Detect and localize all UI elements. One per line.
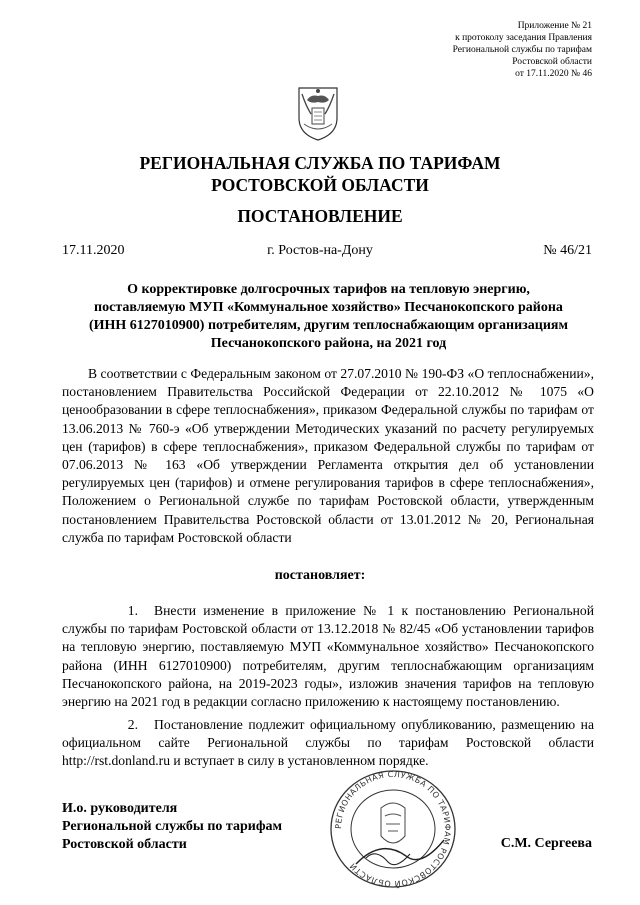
organization-name-line: РЕГИОНАЛЬНАЯ СЛУЖБА ПО ТАРИФАМ [139, 153, 501, 173]
decree-item-number: 1. [127, 603, 138, 618]
preamble-paragraph: В соответствии с Федеральным законом от 27.07.2010 № 190-ФЗ «О теплоснабжении», постановлением Правительства Российской Федерации от 22.10.2012 № 1075 «О ценообразовании в сфере теплоснабжения», приказом Федеральной службы по тарифам от 13.06.2013 № 760-э «Об утверждении Методических указаний по расчету регулируемых цен (тарифов) в сфере теплоснабжения», приказом Федеральной службы по тарифам от 07.06.2013 № 163 «Об утверждении Регламента открытия дел об установлении регулируемых цен (тарифов) и отмене регулирования тарифов в сфере теплоснабжения», Положением о Региональной службе по тарифам Ростовской области, утвержденным постановлением Правительства Ростовской области от 13.01.2012 № 20, Региональная служба по тарифам Ростовской области [62, 366, 594, 545]
appendix-note [453, 20, 592, 80]
stamp-text: РЕГИОНАЛЬНАЯ СЛУЖБА ПО ТАРИФАМ РОСТОВСКОЙ ОБЛАСТИ [333, 769, 453, 889]
appendix-line: от 17.11.2020 № 46 [515, 69, 592, 79]
signatory-position-line: И.о. руководителя [62, 801, 178, 816]
signatory-name: С.М. Сергеева [500, 836, 592, 851]
official-stamp-icon [326, 768, 460, 890]
document-place: г. Ростов-на-Дону [267, 243, 373, 258]
appendix-line: к протоколу заседания Правления [455, 33, 592, 43]
title-line: Песчанокопского района, на 2021 год [210, 336, 447, 351]
title-line: поставляемую МУП «Коммунальное хозяйство» Песчанокопского района [94, 300, 563, 315]
signatory-position-line: Региональной службы по тарифам [62, 819, 283, 834]
decree-item-text: Постановление подлежит официальному опубликованию, размещению на официальном сайте Региональной службы по тарифам Ростовской области http://rst.donland.ru и вступает в силу в установленном порядке. [62, 717, 594, 769]
organization-name [0, 152, 640, 196]
document-type: ПОСТАНОВЛЕНИЕ [237, 206, 403, 226]
appendix-line: Региональной службы по тарифам [452, 45, 592, 55]
appendix-line: Приложение № 21 [517, 21, 592, 31]
organization-name-line: РОСТОВСКОЙ ОБЛАСТИ [211, 175, 429, 195]
decree-item [62, 602, 594, 711]
document-date: 17.11.2020 [62, 243, 125, 258]
decree-item-text: Внести изменение в приложение № 1 к постановлению Региональной службы по тарифам Ростовской области от 13.12.2018 № 82/45 «Об установлении тарифов на тепловую энергию, поставляемую МУП «Коммунальное хозяйство» Песчанокопского района (ИНН 6127010900) потребителям, другим теплоснабжающим организациям Песчанокопского района, на 2019-2023 годы», изложив значения тарифов на тепловую энергию на 2021 год в редакции согласно приложению к настоящему постановлению. [62, 603, 594, 710]
appendix-line: Ростовской области [512, 57, 592, 67]
document-number: № 46/21 [543, 243, 592, 258]
decrees-heading: постановляет: [274, 568, 366, 583]
decree-item-number: 2. [127, 717, 138, 732]
signatory-position-line: Ростовской области [62, 837, 187, 852]
signatory-position [62, 800, 282, 854]
title-line: О корректировке долгосрочных тарифов на тепловую энергию, [127, 282, 530, 297]
decree-item [62, 716, 594, 771]
document-title [56, 281, 601, 353]
coat-of-arms-icon [295, 84, 341, 142]
title-line: (ИНН 6127010900) потребителям, другим теплоснабжающим организациям [88, 318, 569, 333]
